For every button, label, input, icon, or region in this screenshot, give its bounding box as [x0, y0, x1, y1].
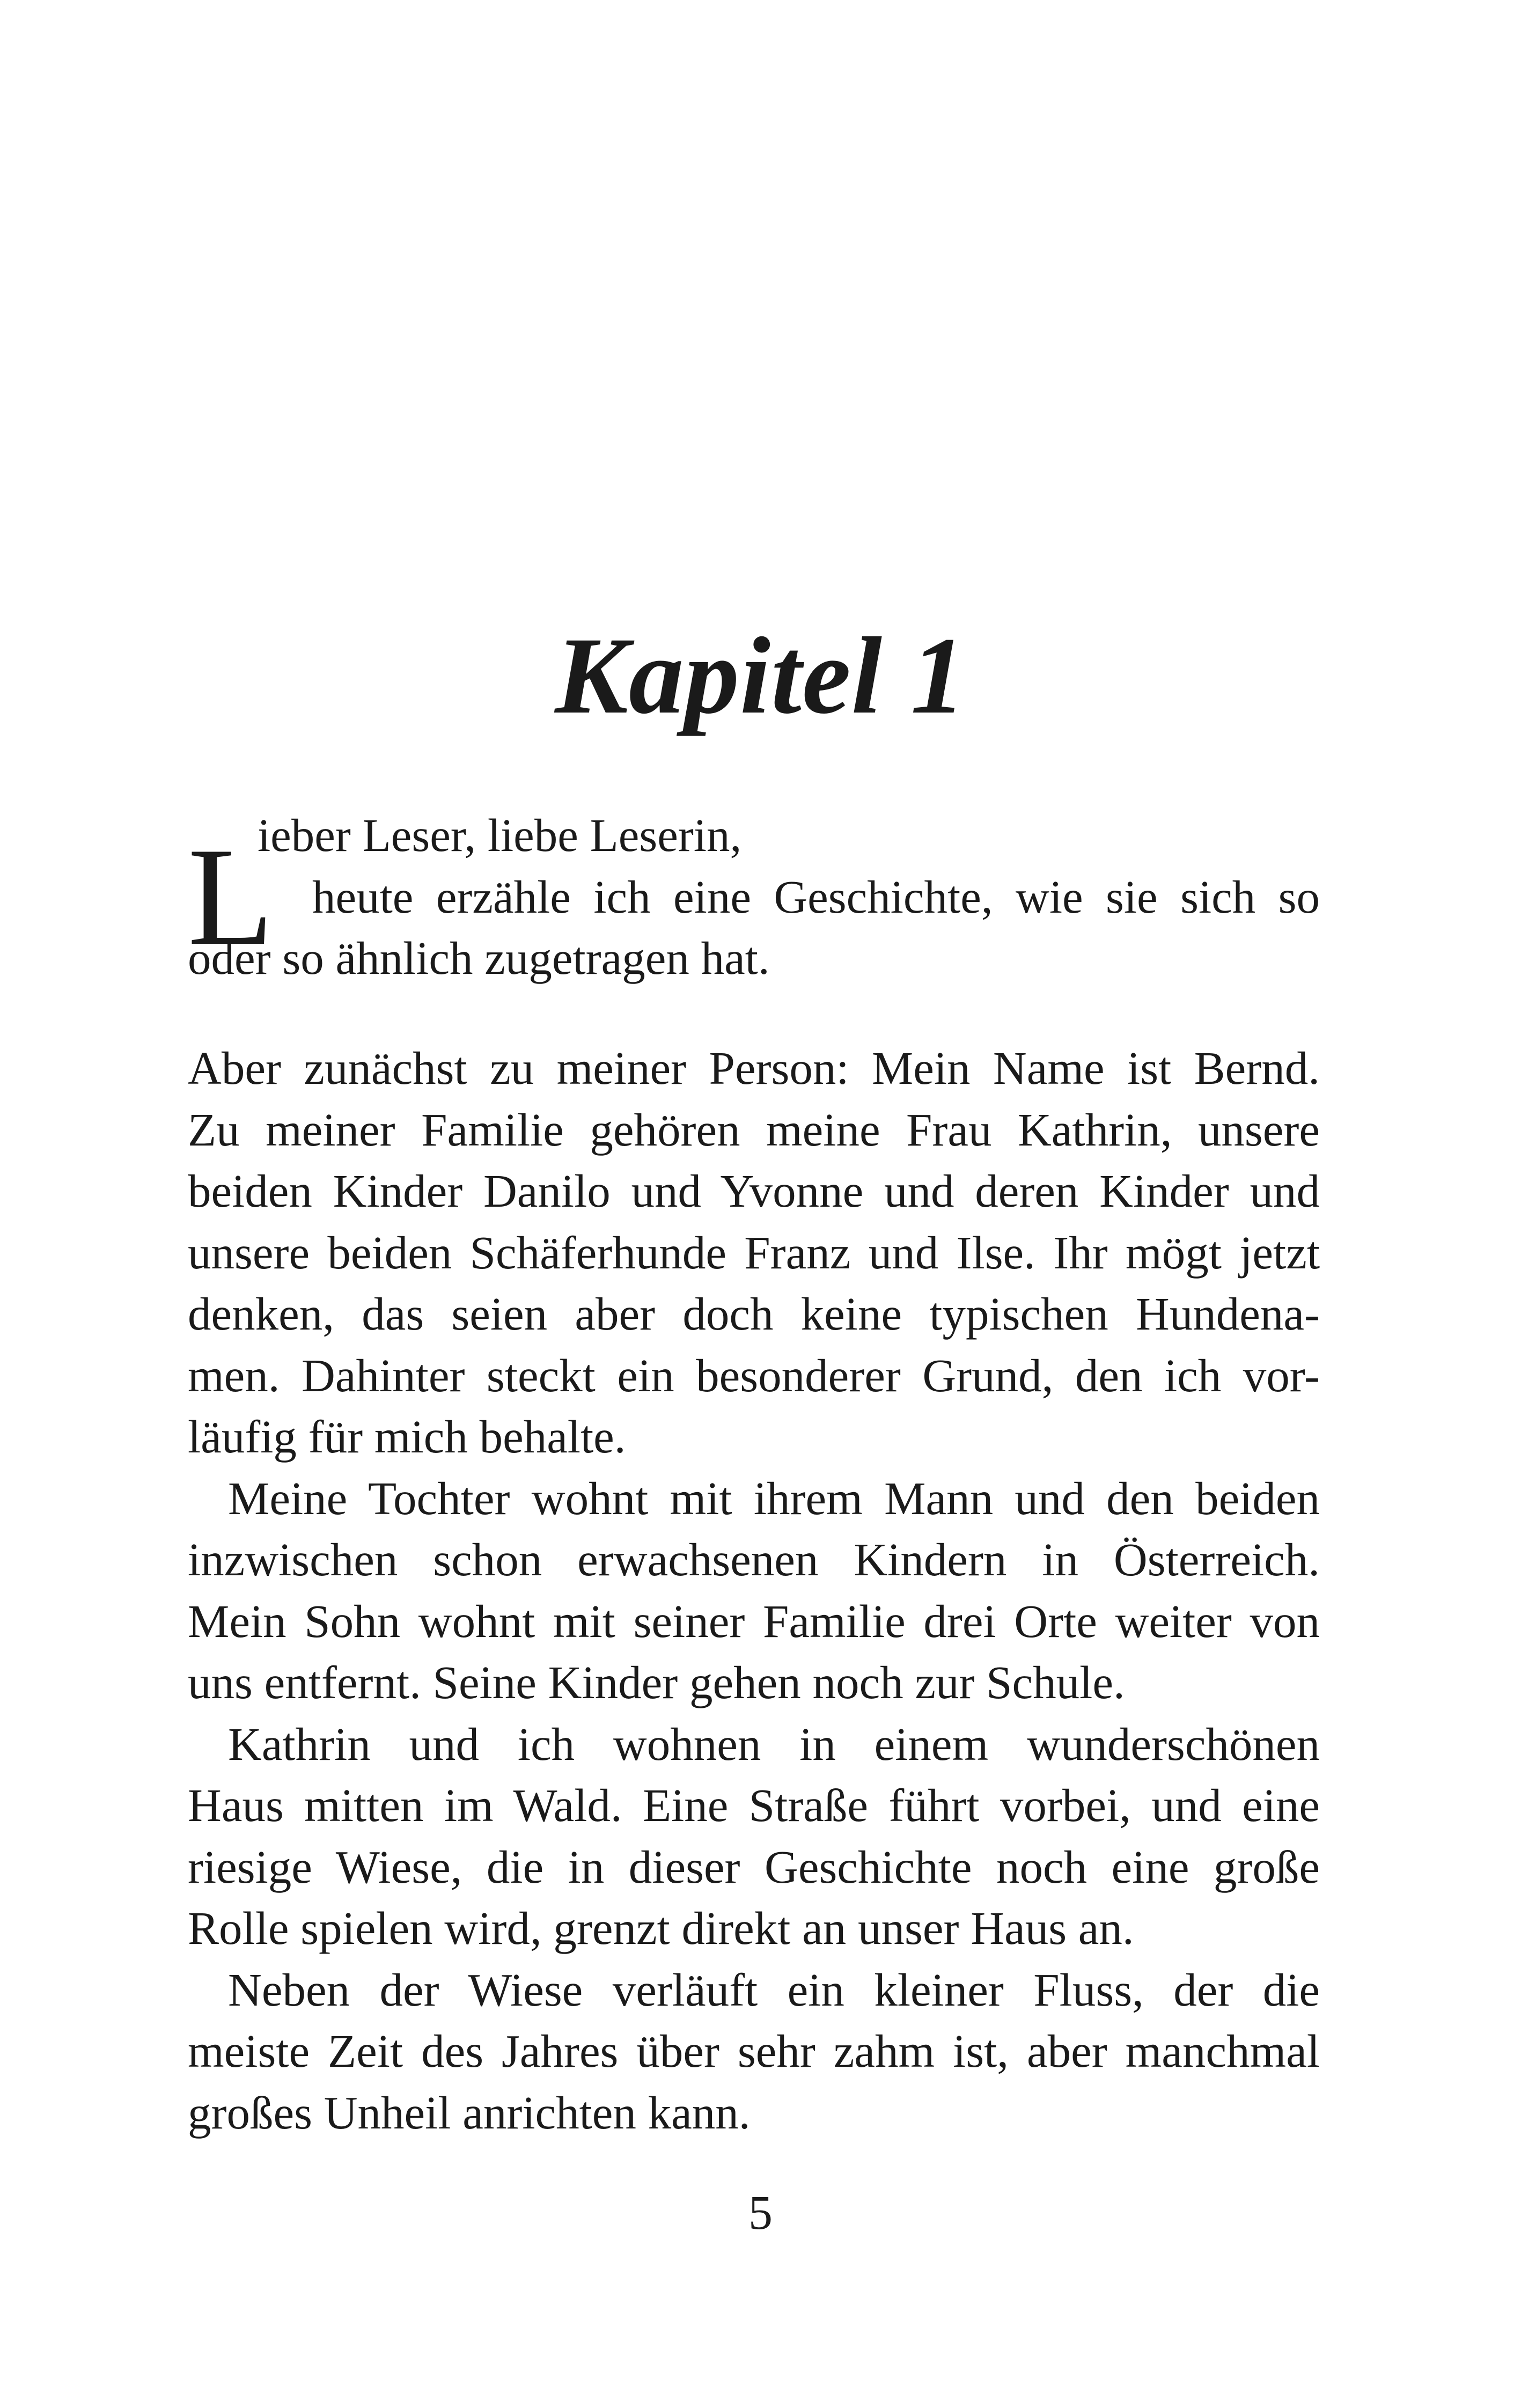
text-line: Rolle spielen wird, grenzt direkt an unser Haus an. — [188, 1902, 1134, 1954]
text-line: Aber zunächst zu meiner Person: Mein Name ist Bernd. — [188, 1042, 1320, 1094]
opening-line: ieber Leser, liebe Leserin, — [258, 809, 742, 861]
text-line: beiden Kinder Danilo und Yvonne und deren Kinder und — [188, 1165, 1320, 1217]
text-line: men. Dahinter steckt ein besonderer Grund, den ich vor- — [188, 1349, 1320, 1401]
text-line: großes Unheil anrichten kann. — [188, 2086, 751, 2139]
drop-cap: L — [188, 819, 274, 974]
opening-line: oder so ähnlich zugetragen hat. — [188, 932, 770, 984]
opening-line: heute erzähle ich eine Geschichte, wie sie sich so — [312, 870, 1320, 923]
paragraph — [188, 1038, 1320, 1468]
paragraph — [188, 1468, 1320, 1714]
text-line: Meine Tochter wohnt mit ihrem Mann und den beiden — [228, 1472, 1320, 1524]
text-line: Haus mitten im Wald. Eine Straße führt vorbei, und eine — [188, 1779, 1320, 1831]
paragraph — [188, 1714, 1320, 1959]
text-line: uns entfernt. Seine Kinder gehen noch zur Schule. — [188, 1656, 1125, 1708]
body-text — [188, 1038, 1320, 2143]
page-number: 5 — [748, 2186, 773, 2240]
text-line: riesige Wiese, die in dieser Geschichte noch eine große — [188, 1840, 1320, 1893]
text-line: inzwischen schon erwachsenen Kindern in Österreich. — [188, 1533, 1320, 1585]
chapter-title: Kapitel 1 — [555, 615, 966, 737]
paragraph — [188, 1959, 1320, 2144]
text-line: Neben der Wiese verläuft ein kleiner Fluss, der die — [228, 1963, 1320, 2016]
text-line: meiste Zeit des Jahres über sehr zahm ist, aber manchmal — [188, 2025, 1320, 2077]
opening-paragraph — [188, 805, 1320, 989]
text-line: Kathrin und ich wohnen in einem wunderschönen — [228, 1717, 1320, 1770]
text-line: unsere beiden Schäferhunde Franz und Ilse. Ihr mögt jetzt — [188, 1226, 1320, 1279]
text-line: denken, das seien aber doch keine typischen Hundena- — [188, 1288, 1320, 1340]
text-line: Mein Sohn wohnt mit seiner Familie drei Orte weiter von — [188, 1595, 1320, 1647]
text-line: läufig für mich behalte. — [188, 1411, 626, 1463]
text-line: Zu meiner Familie gehören meine Frau Kathrin, unsere — [188, 1103, 1320, 1156]
